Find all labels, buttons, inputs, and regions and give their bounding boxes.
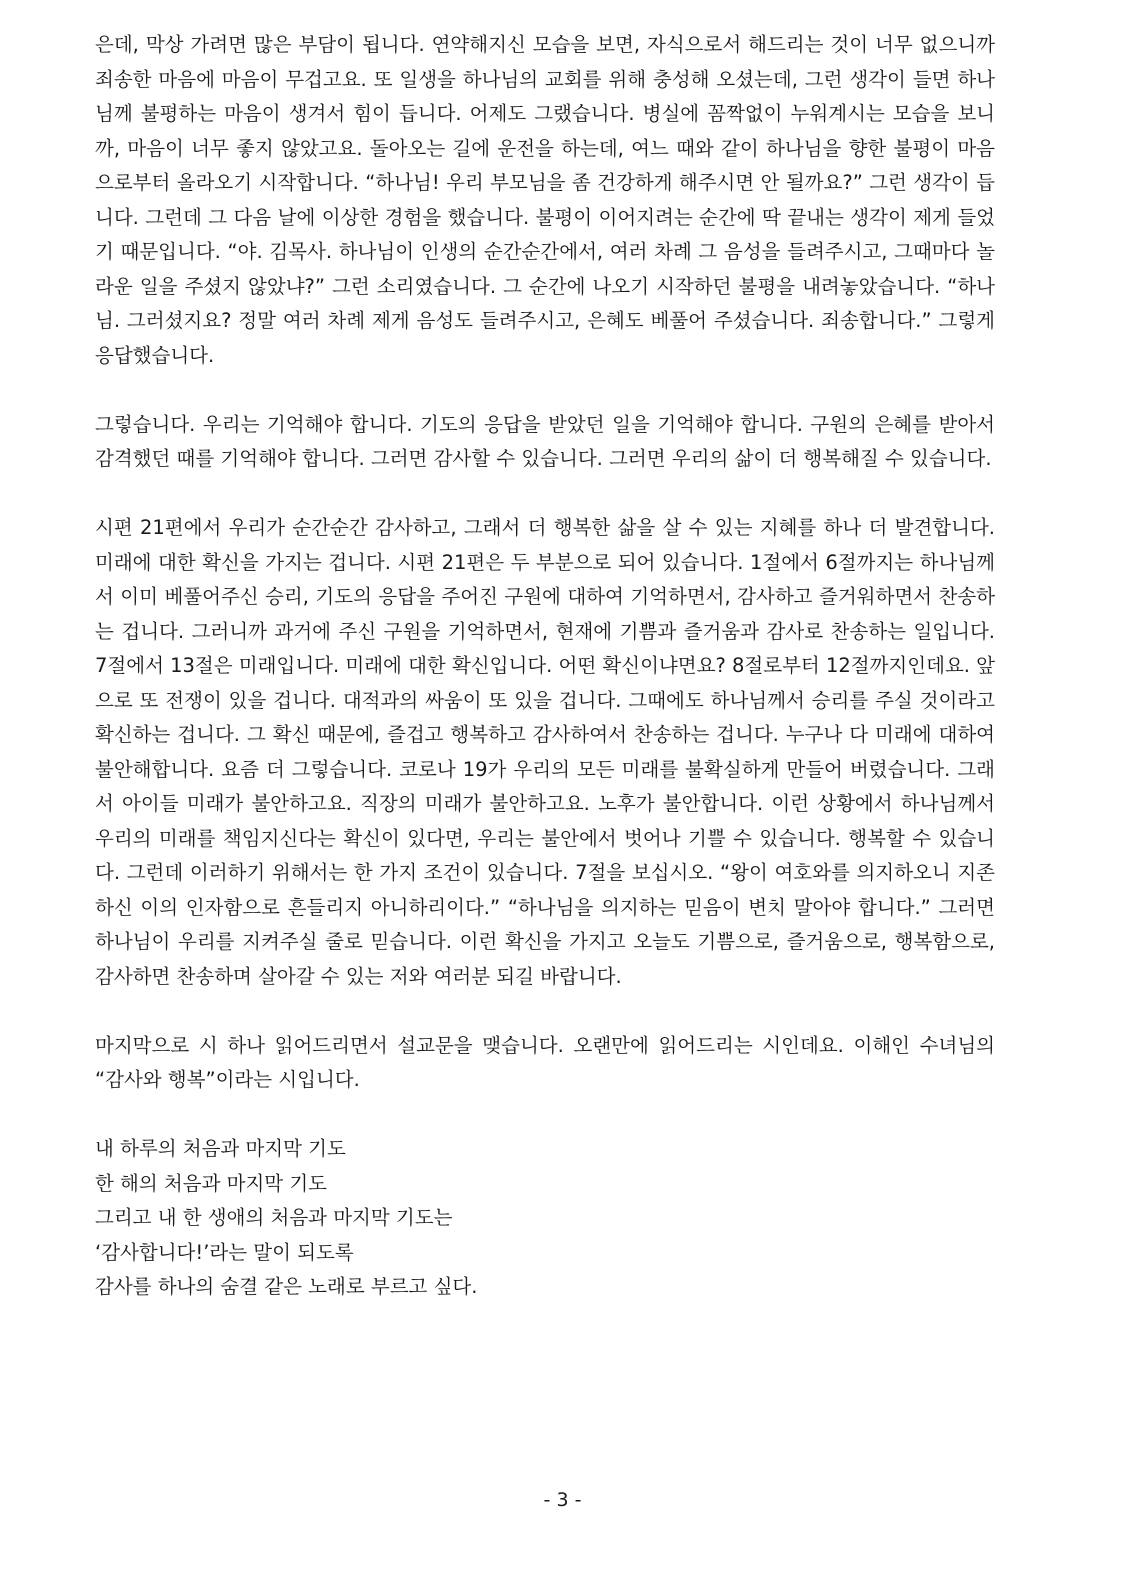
poem-line: 감사를 하나의 숨결 같은 노래로 부르고 싶다.: [95, 1275, 478, 1298]
paragraph-spacer: [95, 1098, 995, 1133]
paragraph-3: 시편 21편에서 우리가 순간순간 감사하고, 그래서 더 행복한 삶을 살 수 있는 지혜를 하나 더 발견합니다. 미래에 대한 확신을 가지는 겁니다. 시편 21편은 두 부분으로 되어 있습니다. 1절에서 6절까지는 하나님께서 이미 베풀어주신 승리, 기도의 응답을 주어진 구원에 대하여 기억하면서, 감사하고 즐거워하면서 찬송하는 겁니다. 그러니까 과거에 주신 구원을 기억하면서, 현재에 기쁨과 즐거움과 감사로 찬송하는 일입니다. 7절에서 13절은 미래입니다. 미래에 대한 확신입니다. 어떤 확신이냐면요? 8절로부터 12절까지인데요. 앞으로 또 전쟁이 있을 겁니다. 대적과의 싸움이 또 있을 겁니다. 그때에도 하나님께서 승리를 주실 것이라고 확신하는 겁니다. 그 확신 때문에, 즐겁고 행복하고 감사하여서 찬송하는 겁니다. 누구나 다 미래에 대하여 불안해합니다. 요즘 더 그렇습니다. 코로나 19가 우리의 모든 미래를 불확실하게 만들어 버렸습니다. 그래서 아이들 미래가 불안하고요. 직장의 미래가 불안하고요. 노후가 불안합니다. 이런 상황에서 하나님께서 우리의 미래를 책임지신다는 확신이 있다면, 우리는 불안에서 벗어나 기쁠 수 있습니다. 행복할 수 있습니다. 그런데 이러하기 위해서는 한 가지 조건이 있습니다. 7절을 보십시오. “왕이 여호와를 의지하오니 지존하신 이의 인자함으로 흔들리지 아니하리이다.” “하나님을 의지하는 믿음이 변치 말아야 합니다.” 그러면 하나님이 우리를 지켜주실 줄로 믿습니다. 이런 확신을 가지고 오늘도 기쁨으로, 즐거움으로, 행복함으로, 감사하면 찬송하며 살아갈 수 있는 저와 여러분 되길 바랍니다.: [95, 516, 996, 988]
poem-line: 그리고 내 한 생애의 처음과 마지막 기도는: [95, 1206, 453, 1229]
paragraph-4: 마지막으로 시 하나 읽어드리면서 설교문을 맺습니다. 오랜만에 읽어드리는 시인데요. 이해인 수녀님의 “감사와 행복”이라는 시입니다.: [95, 1033, 995, 1091]
paragraph-spacer: [95, 373, 995, 408]
page-number: - 3 -: [543, 1489, 582, 1511]
poem-line: ‘감사합니다!’라는 말이 되도록: [95, 1240, 354, 1264]
poem-line: 한 해의 처음과 마지막 기도: [95, 1171, 328, 1195]
paragraph-spacer: [95, 994, 995, 1029]
poem: [95, 1132, 995, 1305]
paragraph-2: 그렇습니다. 우리는 기억해야 합니다. 기도의 응답을 받았던 일을 기억해야 합니다. 구원의 은혜를 받아서 감격했던 때를 기억해야 합니다. 그러면 감사할 수 있습니다. 그러면 우리의 삶이 더 행복해질 수 있습니다.: [95, 412, 995, 470]
poem-line: 내 하루의 처음과 마지막 기도: [95, 1137, 346, 1160]
paragraph-1: 은데, 막상 가려면 많은 부담이 됩니다. 연약해지신 모습을 보면, 자식으로서 해드리는 것이 너무 없으니까 죄송한 마음에 마음이 무겁고요. 또 일생을 하나님의 교회를 위해 충성해 오셨는데, 그런 생각이 들면 하나님께 불평하는 마음이 생겨서 힘이 듭니다. 어제도 그랬습니다. 병실에 꼼짝없이 누워계시는 모습을 보니까, 마음이 너무 좋지 않았고요. 돌아오는 길에 운전을 하는데, 여느 때와 같이 하나님을 향한 불평이 마음으로부터 올라오기 시작합니다. “하나님! 우리 부모님을 좀 건강하게 해주시면 안 될까요?” 그런 생각이 듭니다. 그런데 그 다음 날에 이상한 경험을 했습니다. 불평이 이어지려는 순간에 딱 끝내는 생각이 제게 들었기 때문입니다. “야. 김목사. 하나님이 인생의 순간순간에서, 여러 차례 그 음성을 들려주시고, 그때마다 놀라운 일을 주셨지 않았냐?” 그런 소리였습니다. 그 순간에 나오기 시작하던 불평을 내려놓았습니다. “하나님. 그러셨지요? 정말 여러 차례 제게 음성도 들려주시고, 은혜도 베풀어 주셨습니다. 죄송합니다.” 그렇게 응답했습니다.: [95, 33, 996, 367]
paragraph-spacer: [95, 477, 995, 512]
sermon-body: [95, 28, 995, 1305]
